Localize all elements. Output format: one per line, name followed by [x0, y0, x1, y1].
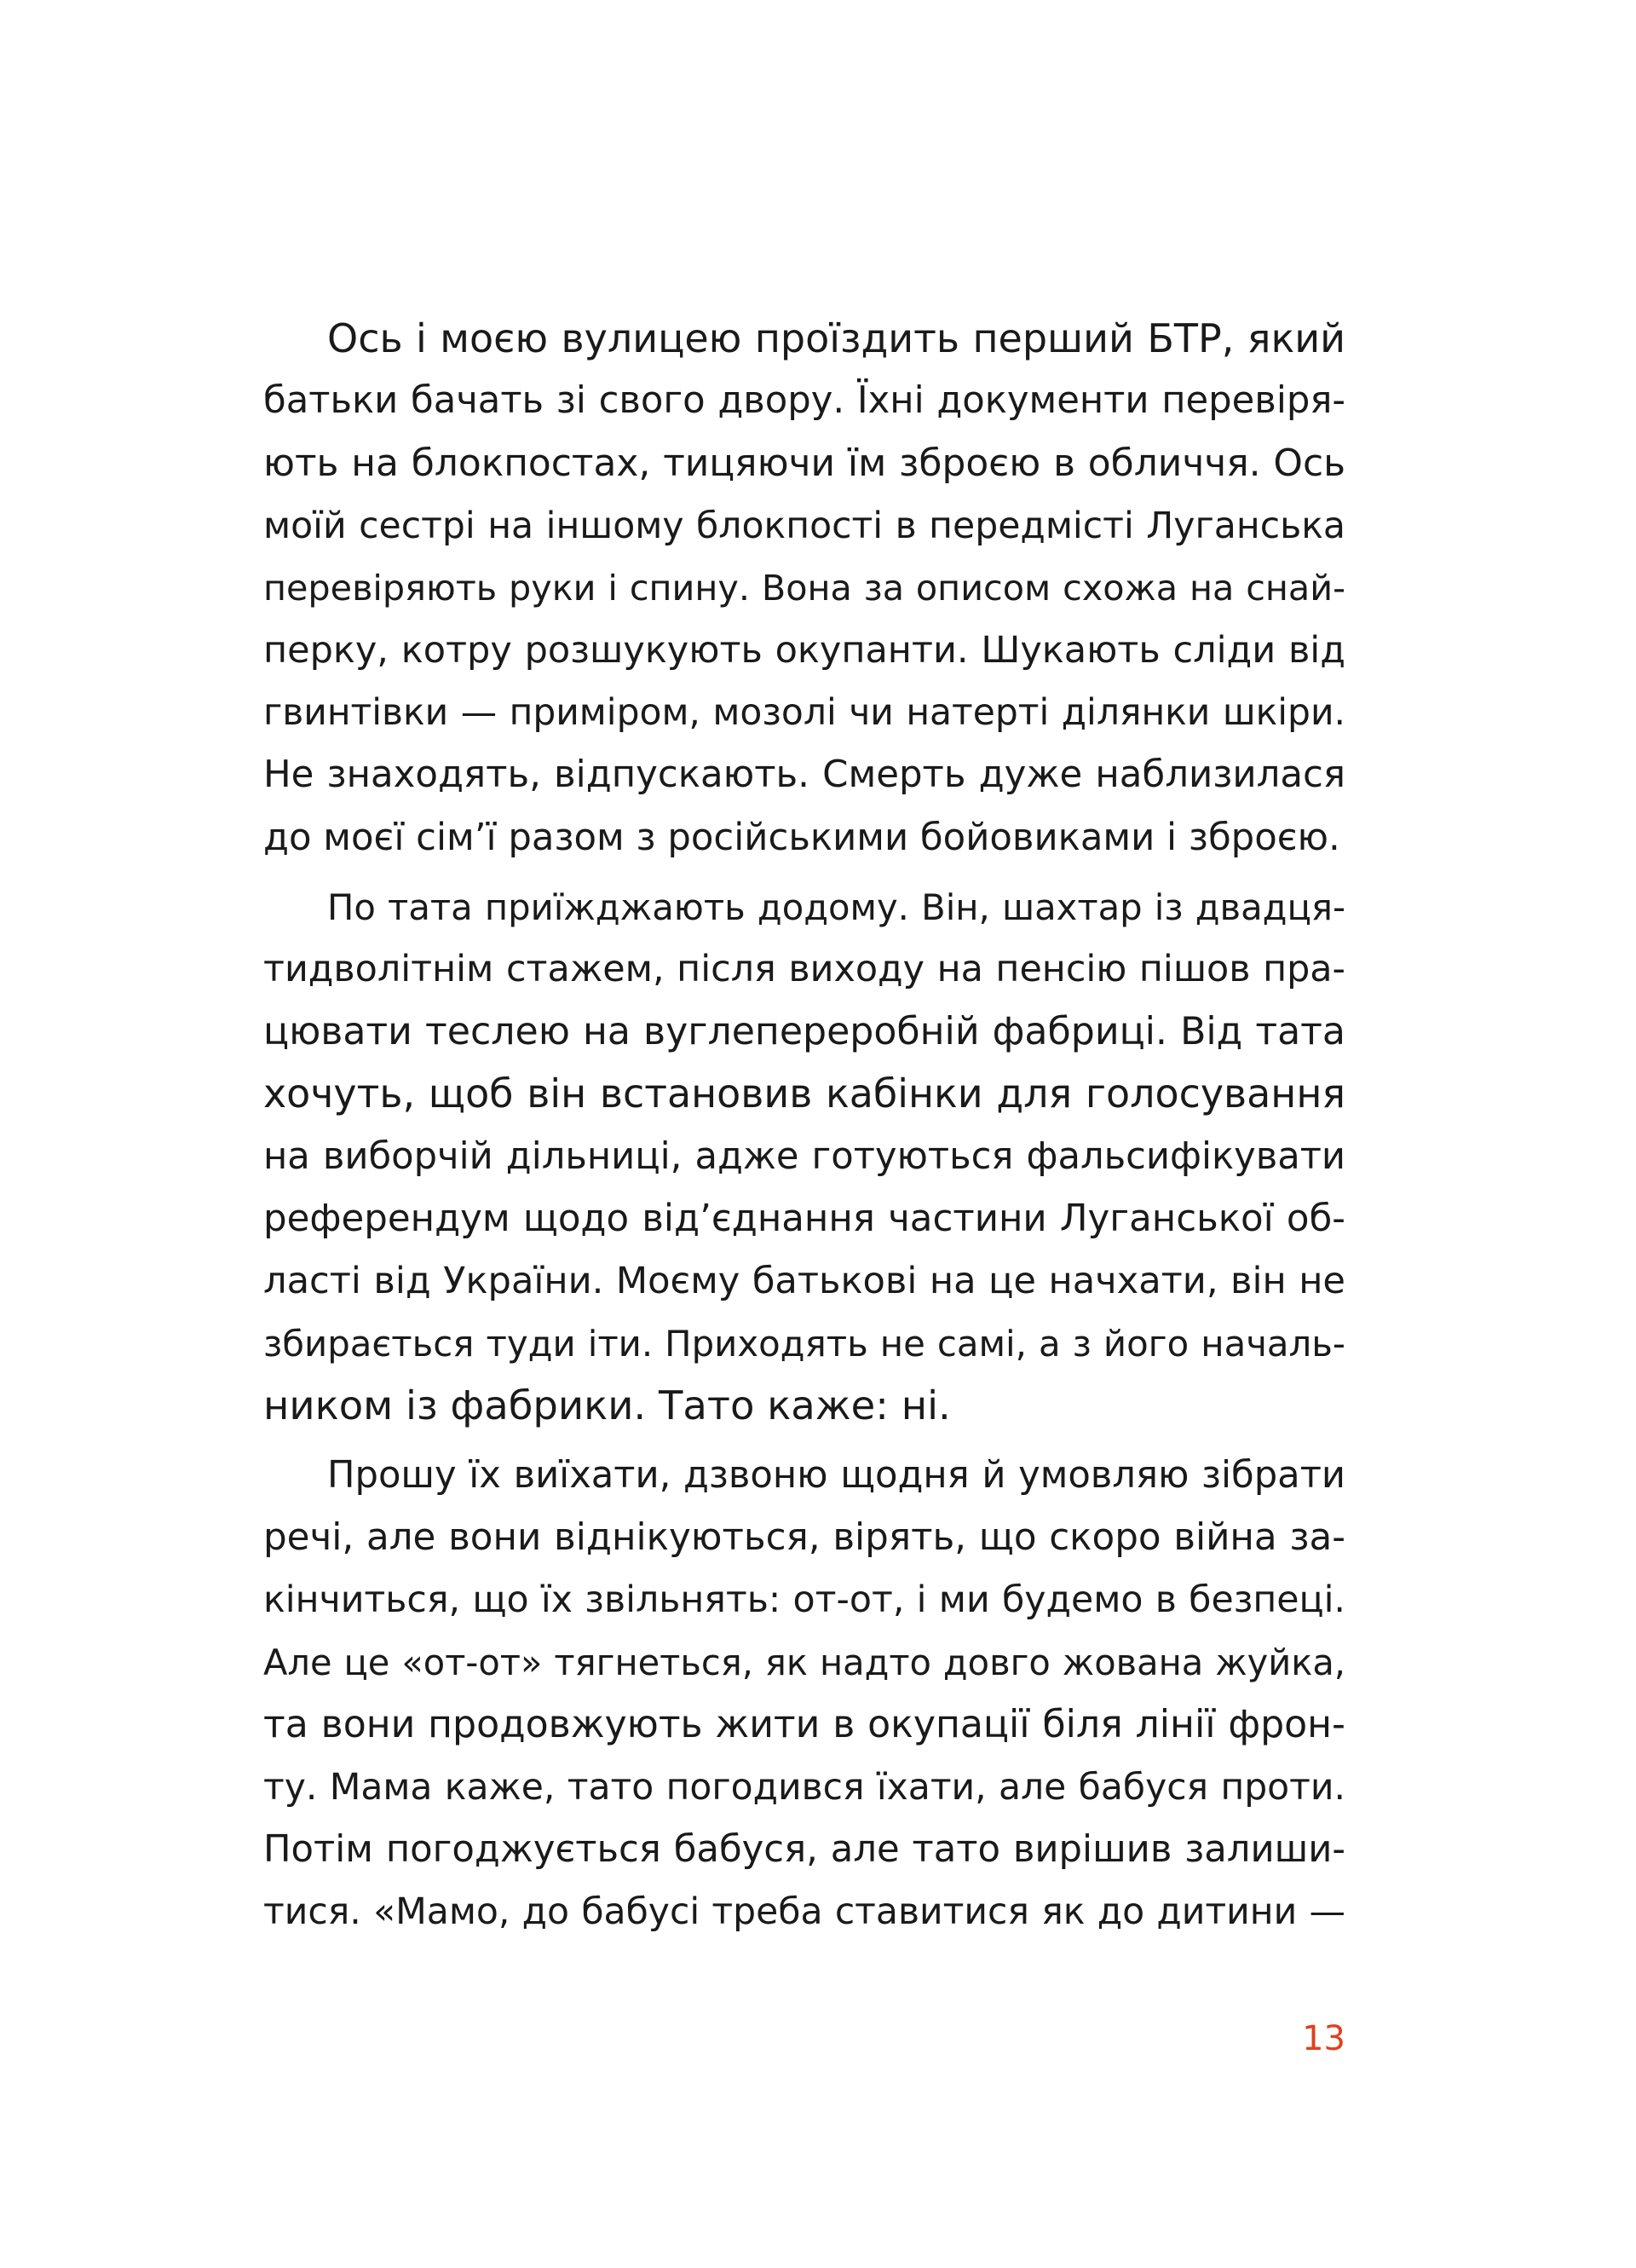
text-line: збирається туди іти. Приходять не самі, а з його началь-: [263, 1323, 1345, 1365]
text-line: По тата приїжджають додому. Він, шахтар із двадця-: [327, 886, 1345, 928]
text-line: Потім погоджується бабуся, але тато вирішив залиши-: [263, 1827, 1345, 1871]
paragraph-2: [263, 876, 1345, 1438]
text-line: референдум щодо від’єднання частини Луганської об-: [263, 1197, 1345, 1240]
text-line: до моєї сім’ї разом з російськими бойовиками і зброєю.: [263, 816, 1340, 859]
text-line: ником із фабрики. Тато каже: ні.: [263, 1382, 951, 1429]
text-line: ту. Мама каже, тато погодився їхати, але бабуся проти.: [263, 1766, 1345, 1809]
paragraph-3: [263, 1445, 1345, 1944]
text-line: гвинтівки — приміром, мозолі чи натерті ділянки шкіри.: [263, 692, 1345, 735]
text-line: речі, але вони віднікуються, вірять, що скоро війна за-: [263, 1515, 1345, 1559]
text-line: ласті від України. Моєму батькові на це начхати, він не: [263, 1260, 1345, 1303]
text-line: перку, котру розшукують окупанти. Шукають сліди від: [263, 629, 1345, 672]
page-number: 13: [1302, 2019, 1345, 2058]
text-line: Не знаходять, відпускають. Смерть дуже наблизилася: [263, 753, 1345, 797]
text-line: хочуть, щоб він встановив кабінки для голосування: [263, 1071, 1345, 1117]
text-line: тидволітнім стажем, після виходу на пенсію пішов пра-: [263, 948, 1345, 991]
text-line: Прошу їх виїхати, дзвоню щодня й умовляю зібрати: [327, 1453, 1345, 1497]
text-line: та вони продовжують жити в окупації біля лінії фрон-: [263, 1703, 1345, 1747]
text-line: Ось і моєю вулицею проїздить перший БТР, який: [327, 315, 1345, 361]
text-line: тися. «Мамо, до бабусі треба ставитися як до дитини —: [263, 1891, 1345, 1934]
text-line: моїй сестрі на іншому блокпості в передмісті Луганська: [263, 504, 1345, 547]
text-line: батьки бачать зі свого двору. Їхні документи перевіря-: [263, 379, 1345, 423]
text-line: перевіряють руки і спину. Вона за описом схожа на снай-: [263, 567, 1345, 609]
text-line: на виборчій дільниці, адже готуються фальсифікувати: [263, 1134, 1345, 1178]
text-line: ють на блокпостах, тицяючи їм зброєю в обличчя. Ось: [263, 441, 1345, 486]
text-line: кінчиться, що їх звільнять: от-от, і ми будемо в безпеці.: [263, 1578, 1345, 1622]
paragraph-1: [263, 308, 1345, 869]
text-line: цювати теслею на вуглепереробній фабриці. Від тата: [263, 1010, 1345, 1054]
text-line: Але це «от-от» тягнеться, як надто довго жована жуйка,: [263, 1642, 1345, 1684]
body-text: [263, 308, 1345, 1950]
